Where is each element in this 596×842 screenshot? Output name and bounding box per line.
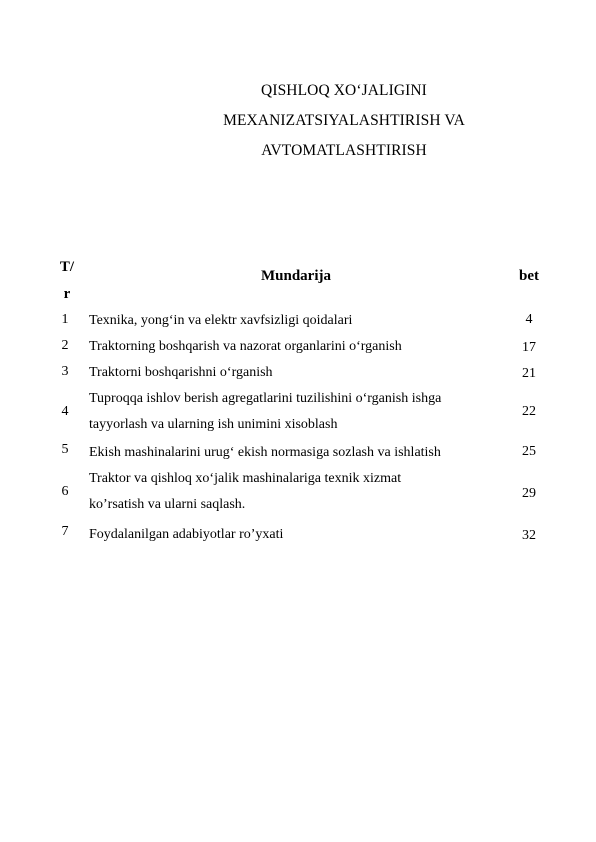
toc-row-number: 2 [61, 338, 69, 353]
toc-row-page: 17 [522, 340, 536, 355]
column-header-number-line-2: r [63, 286, 71, 302]
toc-row-number: 1 [61, 312, 69, 327]
title-line-2: MEXANIZATSIYALASHTIRISH VA [223, 112, 465, 129]
toc-row-page: 25 [522, 444, 536, 459]
toc-row-title: Traktorning boshqarish va nazorat organlarini o‘rganish [89, 339, 402, 354]
document-title [150, 76, 538, 166]
toc-row-number: 3 [61, 364, 69, 379]
toc-row-number: 5 [61, 442, 69, 457]
toc-row-title: Foydalanilgan adabiyotlar ro’yxati [89, 527, 284, 542]
toc-row-page: 4 [525, 312, 533, 327]
toc-row-title-line-1: Tuproqqa ishlov berish agregatlarini tuzilishini o‘rganish ishga [89, 391, 442, 406]
column-header-contents: Mundarija [260, 268, 331, 284]
toc-row-number: 4 [61, 404, 69, 419]
toc-row-number: 7 [61, 524, 69, 539]
toc-row-title: Ekish mashinalarini urug‘ ekish normasiga sozlash va ishlatish [89, 445, 441, 460]
toc-row-title-line-1: Traktor va qishloq xo‘jalik mashinalariga texnik xizmat [89, 471, 402, 486]
toc-row-page: 32 [522, 528, 536, 543]
title-line-1: QISHLOQ XO‘JALIGINI [261, 82, 427, 99]
column-header-number [57, 254, 77, 308]
toc-row-title: Traktorni boshqarishni o‘rganish [89, 365, 273, 380]
title-line-3: AVTOMATLASHTIRISH [261, 142, 427, 159]
toc-row-title-line-2: tayyorlash va ularning ish unimini xisoblash [89, 417, 338, 432]
column-header-page: bet [519, 268, 539, 284]
toc-row-page: 21 [522, 366, 536, 381]
toc-row-page: 22 [522, 404, 536, 419]
column-header-number-line-1: T/ [59, 259, 75, 275]
toc-row-title-line-2: ko’rsatish va ularni saqlash. [89, 497, 246, 512]
toc-row-number: 6 [61, 484, 69, 499]
toc-row-title: Texnika, yong‘in va elektr xavfsizligi qoidalari [89, 313, 353, 328]
toc-row-page: 29 [522, 486, 536, 501]
